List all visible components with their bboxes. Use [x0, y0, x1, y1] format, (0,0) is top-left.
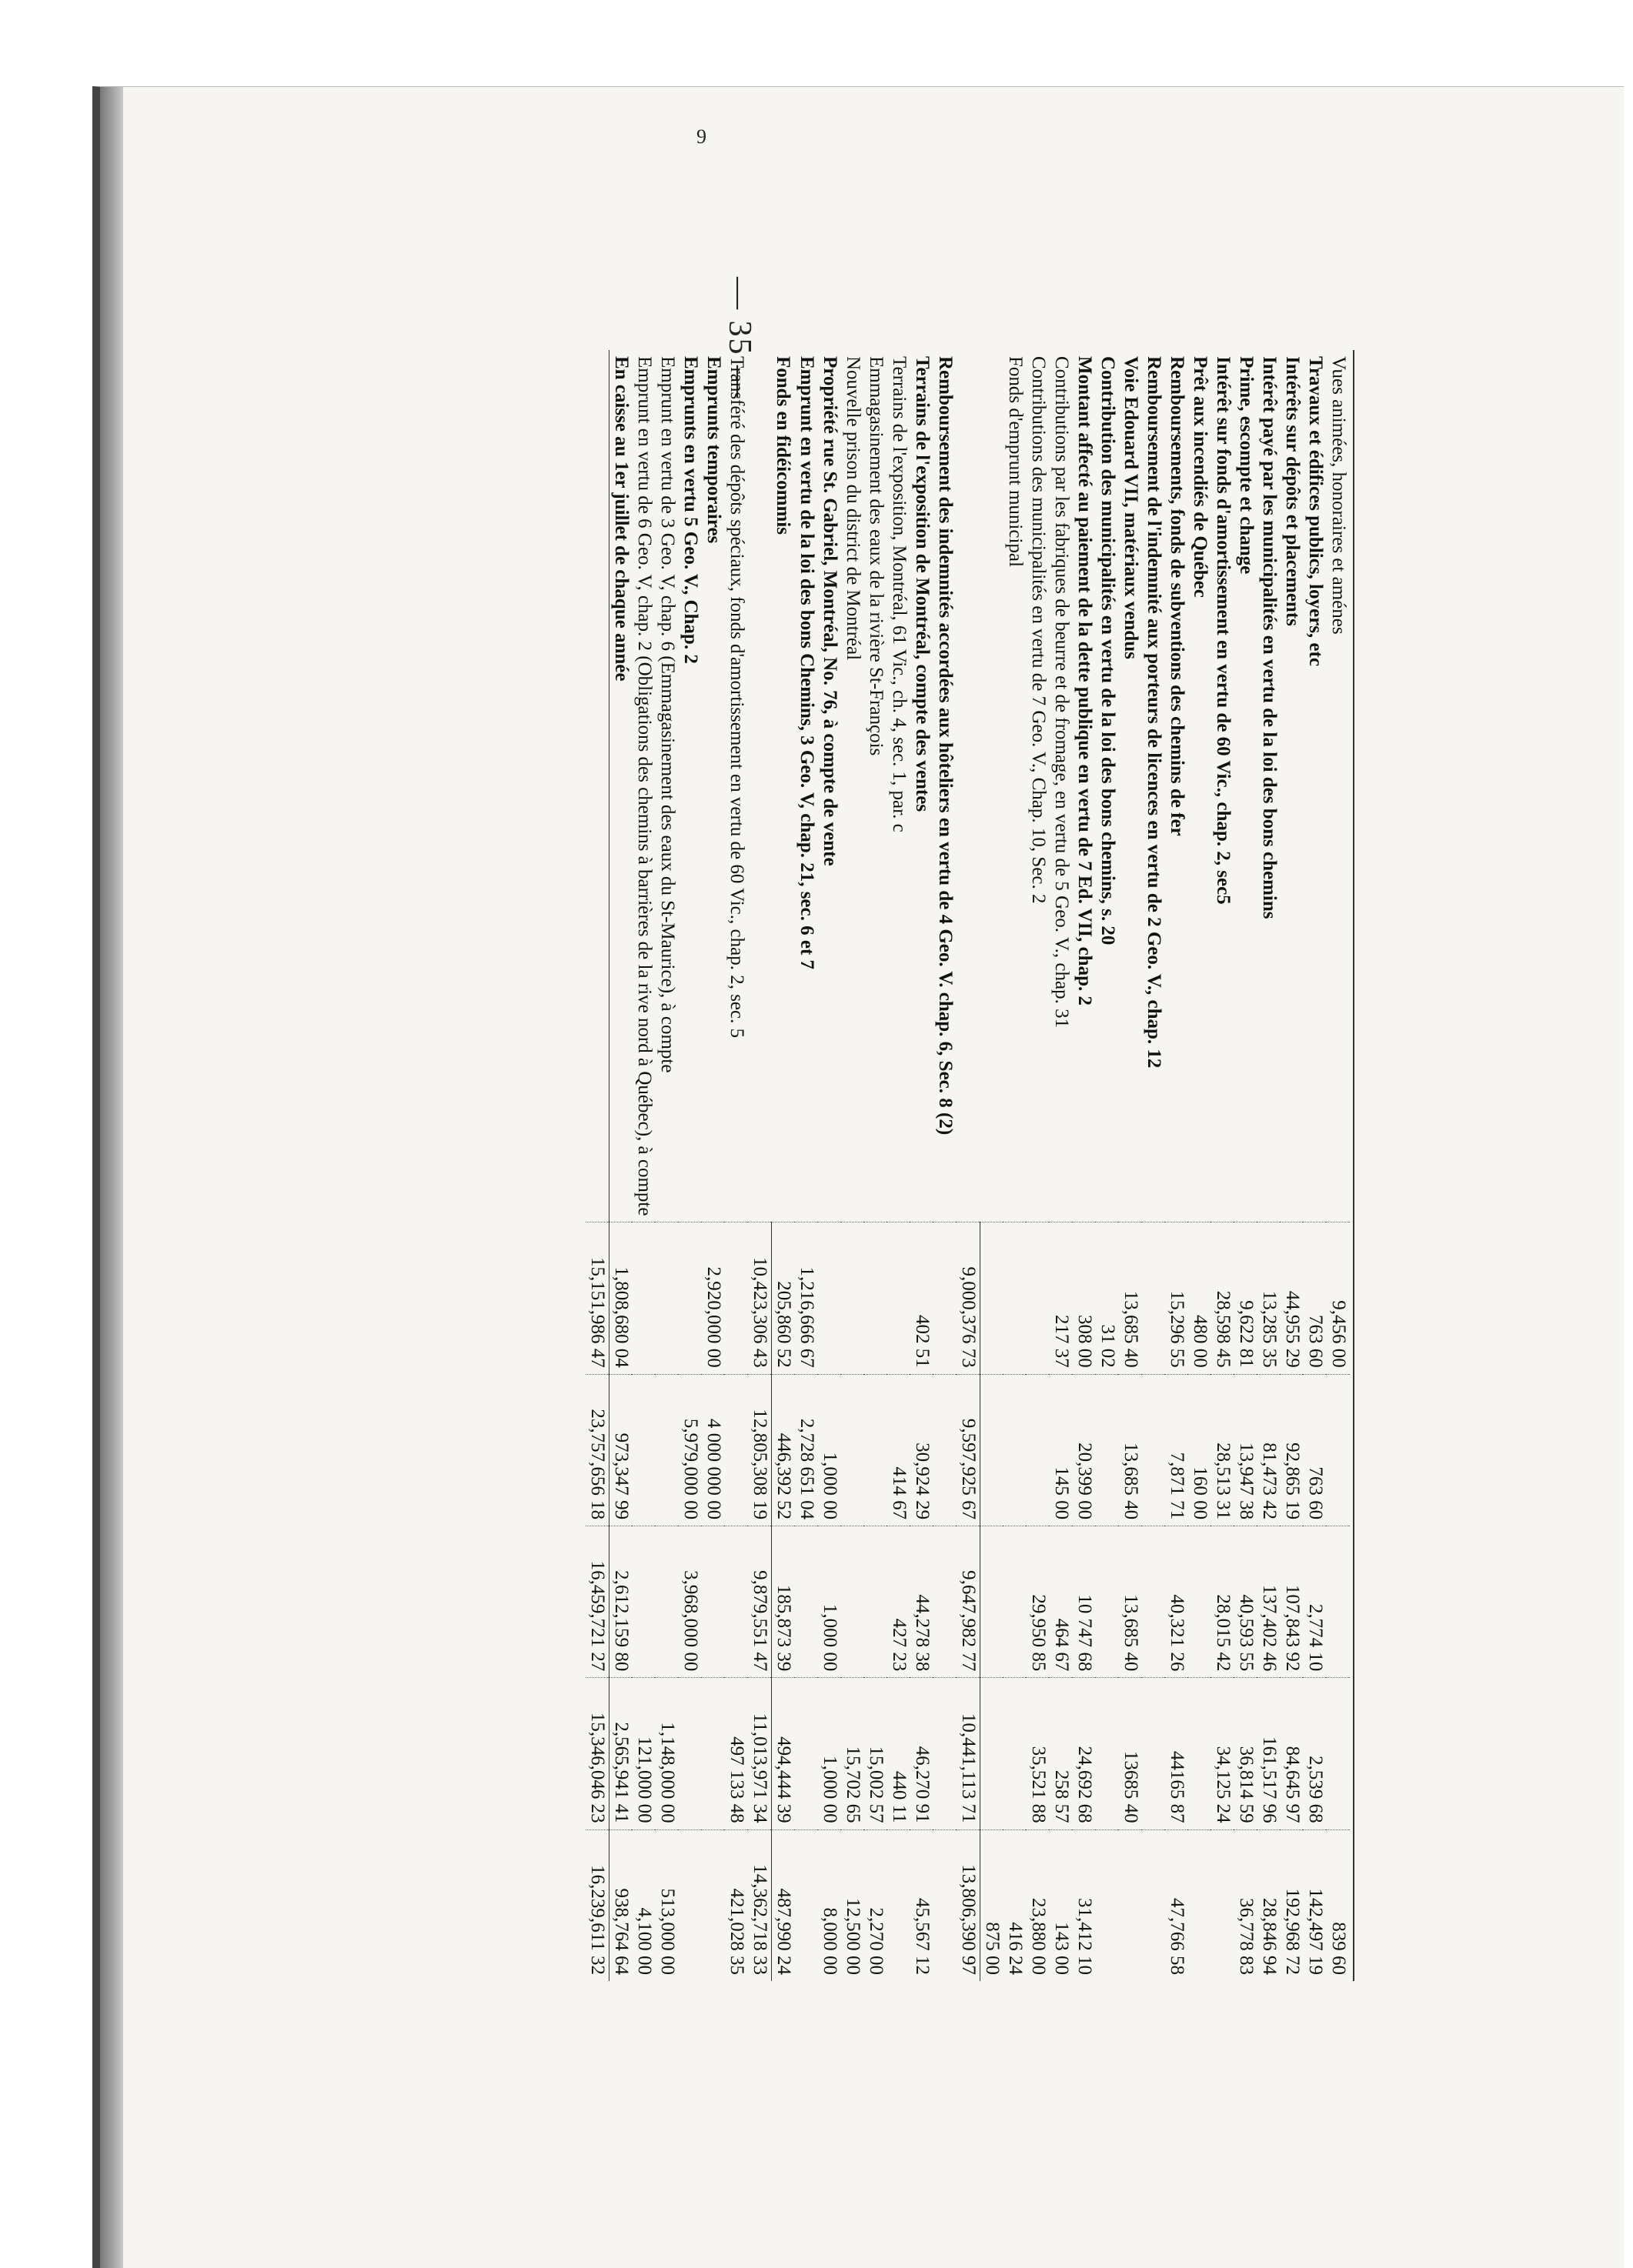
amount-cell [841, 1222, 864, 1374]
amount-cell [1142, 1526, 1165, 1678]
amount-cell: 34,125 24 [1211, 1678, 1234, 1829]
top-rule [1353, 350, 1354, 1981]
amount-cell [1004, 1526, 1027, 1678]
table-row [910, 350, 933, 1981]
amount-cell: 13,947 38 [1234, 1374, 1257, 1526]
amount-cell: 20,399 00 [1073, 1374, 1096, 1526]
amount-cell [1119, 1829, 1142, 1981]
amount-cell: 24,692 68 [1073, 1678, 1096, 1829]
amount-cell: 1,808,680 04 [609, 1222, 633, 1374]
row-description [980, 350, 1004, 1222]
table-row [656, 350, 679, 1981]
amount-cell: 84,645 97 [1281, 1678, 1304, 1829]
amount-cell [1142, 1829, 1165, 1981]
amount-cell [1142, 1222, 1165, 1374]
table-row [933, 350, 957, 1981]
amount-cell [795, 1678, 818, 1829]
amount-cell [864, 1374, 887, 1526]
amount-cell: 13,685 40 [1119, 1374, 1142, 1526]
amount-cell [887, 1829, 910, 1981]
ledger-body [586, 350, 1350, 1981]
amount-cell: 160 00 [1188, 1374, 1211, 1526]
amount-cell: 464 67 [1050, 1526, 1073, 1678]
table-row [609, 350, 633, 1981]
amount-cell [633, 1222, 656, 1374]
grand-total-cell: 23,757,656 18 [586, 1374, 609, 1526]
amount-cell: 13,685 40 [1119, 1222, 1142, 1374]
table-row [1188, 350, 1211, 1981]
amount-cell [633, 1374, 656, 1526]
row-description: Remboursement des indemnités accordées aux hôteliers en vertu de 4 Geo. V. chap. 6, Sec. 8 (2) [935, 356, 956, 1136]
row-description: Emprunt en vertu de 3 Geo. V, chap. 6 (Emmagasinement des eaux du St-Maurice), à compte [657, 356, 678, 1073]
row-description: Remboursements, fonds de subventions des chemins de fer [1167, 356, 1187, 836]
amount-cell [1004, 1678, 1027, 1829]
amount-cell [841, 1526, 864, 1678]
table-row [795, 350, 818, 1981]
amount-cell: 4,100 00 [633, 1829, 656, 1981]
row-description [748, 350, 772, 1222]
amount-cell: 308 00 [1073, 1222, 1096, 1374]
table-row [1304, 350, 1327, 1981]
table-row [841, 350, 864, 1981]
row-description: Voie Edouard VII, matériaux vendus [1120, 356, 1141, 659]
ledger-table [586, 350, 1350, 1981]
table-row [772, 350, 796, 1981]
row-description: Contributions des municipalités en vertu de 7 Geo. V., Chap. 10, Sec. 2 [1028, 356, 1049, 904]
amount-cell: 9,879,551 47 [748, 1526, 772, 1678]
amount-cell: 2,728 651 04 [795, 1374, 818, 1526]
rotated-ledger [239, 350, 1354, 1981]
row-description: Intérêt sur fonds d'amortissement en vertu de 60 Vic., chap. 2, sec5 [1213, 356, 1234, 905]
amount-cell [795, 1829, 818, 1981]
amount-cell: 480 00 [1188, 1222, 1211, 1374]
amount-cell [725, 1374, 748, 1526]
amount-cell [933, 1374, 957, 1526]
amount-cell: 8,000 00 [818, 1829, 841, 1981]
amount-cell: 414 67 [887, 1374, 910, 1526]
amount-cell [795, 1526, 818, 1678]
amount-cell [679, 1222, 702, 1374]
row-description: Nouvelle prison du district de Montréal [843, 356, 863, 661]
amount-cell [933, 1526, 957, 1678]
amount-cell: 40,321 26 [1165, 1526, 1188, 1678]
table-row [1119, 350, 1142, 1981]
amount-cell: 1,000 00 [818, 1678, 841, 1829]
amount-cell: 14,362,718 33 [748, 1829, 772, 1981]
row-description: Prime, escompte et change [1236, 356, 1257, 575]
table-row [748, 350, 772, 1981]
amount-cell: 192,968 72 [1281, 1829, 1304, 1981]
amount-cell: 23,880 00 [1027, 1829, 1050, 1981]
amount-cell: 7,871 71 [1165, 1374, 1188, 1526]
amount-cell [980, 1526, 1004, 1678]
amount-cell: 47,766 58 [1165, 1829, 1188, 1981]
amount-cell: 487,990 24 [772, 1829, 796, 1981]
amount-cell [1188, 1829, 1211, 1981]
amount-cell [1188, 1526, 1211, 1678]
amount-cell [656, 1222, 679, 1374]
table-row [1257, 350, 1281, 1981]
amount-cell [633, 1526, 656, 1678]
amount-cell [841, 1374, 864, 1526]
table-row [980, 350, 1004, 1981]
row-description: Contributions par les fabriques de beurre et de fromage, en vertu de 5 Geo. V., chap. 31 [1051, 356, 1072, 1029]
amount-cell: 9,597,925 67 [957, 1374, 980, 1526]
amount-cell: 1,216,666 67 [795, 1222, 818, 1374]
amount-cell: 31 02 [1096, 1222, 1119, 1374]
amount-cell: 973,347 99 [609, 1374, 633, 1526]
amount-cell: 10,423,306 43 [748, 1222, 772, 1374]
table-row [887, 350, 910, 1981]
table-row [957, 350, 980, 1981]
row-description: Contribution des municipalités en vertu de la loi des bons chemins, s. 20 [1097, 356, 1118, 946]
amount-cell: 513,000 00 [656, 1829, 679, 1981]
amount-cell [864, 1222, 887, 1374]
row-description: Fonds d'emprunt municipal [1005, 356, 1026, 567]
amount-cell: 5,979,000 00 [679, 1374, 702, 1526]
amount-cell: 142,497 19 [1304, 1829, 1327, 1981]
table-row [1096, 350, 1119, 1981]
page-mark: 9 [696, 125, 706, 148]
row-description: Intérêt payé par les municipalités en vertu de la loi des bons chemins [1259, 356, 1280, 919]
table-row [1211, 350, 1234, 1981]
amount-cell: 40,593 55 [1234, 1526, 1257, 1678]
amount-cell [933, 1678, 957, 1829]
amount-cell [1096, 1374, 1119, 1526]
amount-cell: 143 00 [1050, 1829, 1073, 1981]
row-description: Transféré des dépôts spéciaux, fonds d'amortissement en vertu de 60 Vic., chap. 2, sec. 5 [726, 356, 747, 1039]
grand-total-cell: 15,151,986 47 [586, 1222, 609, 1374]
amount-cell: 28,015 42 [1211, 1526, 1234, 1678]
amount-cell: 2,612,159 80 [609, 1526, 633, 1678]
amount-cell: 10 747 68 [1073, 1526, 1096, 1678]
amount-cell: 427 23 [887, 1526, 910, 1678]
amount-cell: 185,873 39 [772, 1526, 796, 1678]
amount-cell [1096, 1829, 1119, 1981]
amount-cell: 402 51 [910, 1222, 933, 1374]
amount-cell: 421,028 35 [725, 1829, 748, 1981]
row-description: Fonds en fidéicommis [773, 356, 794, 535]
amount-cell: 938,764 64 [609, 1829, 633, 1981]
table-row [818, 350, 841, 1981]
amount-cell: 44,955 29 [1281, 1222, 1304, 1374]
row-description: Propriété rue St. Gabriel, Montréal, No. 76, à compte de vente [820, 356, 840, 866]
row-description: Emprunts en vertu 5 Geo. V., Chap. 2 [680, 356, 701, 664]
amount-cell: 2,270 00 [864, 1829, 887, 1981]
amount-cell: 763 60 [1304, 1374, 1327, 1526]
row-description [957, 350, 980, 1222]
row-description: En caisse au 1er juillet de chaque année [611, 356, 632, 682]
amount-cell: 9,000,376 73 [957, 1222, 980, 1374]
amount-cell [1027, 1222, 1050, 1374]
amount-cell: 1,000 00 [818, 1526, 841, 1678]
amount-cell: 13,806,390 97 [957, 1829, 980, 1981]
amount-cell: 29,950 85 [1027, 1526, 1050, 1678]
amount-cell: 416 24 [1004, 1829, 1027, 1981]
amount-cell [702, 1829, 725, 1981]
amount-cell [1327, 1374, 1350, 1526]
amount-cell: 875 00 [980, 1829, 1004, 1981]
table-row [679, 350, 702, 1981]
table-row [1281, 350, 1304, 1981]
amount-cell [1142, 1374, 1165, 1526]
amount-cell: 1,000 00 [818, 1374, 841, 1526]
amount-cell: 13,285 35 [1257, 1222, 1281, 1374]
row-description: Emmagasinement des eaux de la rivière St-François [866, 356, 887, 756]
amount-cell: 45,567 12 [910, 1829, 933, 1981]
amount-cell: 4 000 000 00 [702, 1374, 725, 1526]
table-row [1142, 350, 1165, 1981]
amount-cell: 839 60 [1327, 1829, 1350, 1981]
amount-cell: 44,278 38 [910, 1526, 933, 1678]
amount-cell: 44165 87 [1165, 1678, 1188, 1829]
amount-cell [1327, 1526, 1350, 1678]
amount-cell: 3,968,000 00 [679, 1526, 702, 1678]
page-number: — 35 — [722, 277, 757, 399]
amount-cell [702, 1526, 725, 1678]
table-row [864, 350, 887, 1981]
amount-cell: 13685 40 [1119, 1678, 1142, 1829]
amount-cell: 137,402 46 [1257, 1526, 1281, 1678]
amount-cell: 258 57 [1050, 1678, 1073, 1829]
table-row [633, 350, 656, 1981]
amount-cell [1004, 1374, 1027, 1526]
grand-total-cell: 15,346,046 23 [586, 1678, 609, 1829]
amount-cell: 30,924 29 [910, 1374, 933, 1526]
amount-cell [1004, 1222, 1027, 1374]
table-row [1050, 350, 1073, 1981]
row-description: Remboursement de l'indemnité aux porteurs de licences en vertu de 2 Geo. V., chap. 12 [1144, 356, 1164, 1069]
amount-cell [818, 1222, 841, 1374]
table-row [725, 350, 748, 1981]
amount-cell [656, 1374, 679, 1526]
amount-cell [864, 1526, 887, 1678]
amount-cell: 36,778 83 [1234, 1829, 1257, 1981]
row-description: Terrains de l'exposition de Montréal, compte des ventes [912, 356, 933, 812]
amount-cell [933, 1222, 957, 1374]
amount-cell: 145 00 [1050, 1374, 1073, 1526]
amount-cell: 81,473 42 [1257, 1374, 1281, 1526]
row-description: Emprunt en vertu de la loi des bons Chemins, 3 Geo. V, chap. 21, sec. 6 et 7 [796, 356, 817, 970]
amount-cell: 28,846 94 [1257, 1829, 1281, 1981]
table-row [1327, 350, 1350, 1981]
amount-cell [725, 1222, 748, 1374]
amount-cell: 497 133 48 [725, 1678, 748, 1829]
amount-cell: 28,513 31 [1211, 1374, 1234, 1526]
amount-cell: 494,444 39 [772, 1678, 796, 1829]
amount-cell: 9,622 81 [1234, 1222, 1257, 1374]
amount-cell [725, 1526, 748, 1678]
amount-cell [1327, 1678, 1350, 1829]
amount-cell: 2,774 10 [1304, 1526, 1327, 1678]
amount-cell: 28,598 45 [1211, 1222, 1234, 1374]
amount-cell [980, 1374, 1004, 1526]
amount-cell: 15,002 57 [864, 1678, 887, 1829]
amount-cell: 36,814 59 [1234, 1678, 1257, 1829]
amount-cell [1188, 1678, 1211, 1829]
grand-total-row [586, 350, 609, 1981]
amount-cell [1211, 1829, 1234, 1981]
amount-cell [980, 1222, 1004, 1374]
amount-cell: 440 11 [887, 1678, 910, 1829]
amount-cell [1096, 1678, 1119, 1829]
amount-cell: 15,702 65 [841, 1678, 864, 1829]
table-row [1004, 350, 1027, 1981]
amount-cell: 35,521 88 [1027, 1678, 1050, 1829]
row-description: Vues animées, honoraires et aménes [1328, 356, 1349, 635]
page-gutter-shadow [100, 87, 123, 2268]
amount-cell: 12,805,308 19 [748, 1374, 772, 1526]
grand-total-cell: 16,239,611 32 [586, 1829, 609, 1981]
grand-total-cell: 16,459,721 27 [586, 1526, 609, 1678]
row-description: Emprunt en vertu de 6 Geo. V, chap. 2 (Obligations des chemins à barrières de la rive nord à Québec), à compte [634, 356, 655, 1216]
amount-cell: 9,456 00 [1327, 1222, 1350, 1374]
table-row [1165, 350, 1188, 1981]
row-description: Intérêts sur dépôts et placements [1282, 356, 1303, 626]
amount-cell [887, 1222, 910, 1374]
amount-cell: 9,647,982 77 [957, 1526, 980, 1678]
amount-cell: 12,500 00 [841, 1829, 864, 1981]
amount-cell [679, 1829, 702, 1981]
table-row [1073, 350, 1096, 1981]
amount-cell: 11,013,971 34 [748, 1678, 772, 1829]
table-row [1234, 350, 1257, 1981]
amount-cell [1027, 1374, 1050, 1526]
row-description: Terrains de l'exposition, Montréal, 61 Vic., ch. 4, sec. 1, par. c [889, 356, 910, 832]
amount-cell: 2,565,941 41 [609, 1678, 633, 1829]
table-row [1027, 350, 1050, 1981]
row-description: Travaux et édifices publics, loyers, etc [1305, 356, 1326, 666]
grand-total-label [586, 350, 609, 1222]
amount-cell: 10,441,113 71 [957, 1678, 980, 1829]
amount-cell [656, 1526, 679, 1678]
amount-cell: 763 60 [1304, 1222, 1327, 1374]
row-description: Emprunts temporaires [703, 356, 724, 544]
amount-cell [679, 1678, 702, 1829]
amount-cell: 31,412 10 [1073, 1829, 1096, 1981]
amount-cell: 446,392 52 [772, 1374, 796, 1526]
amount-cell: 46,270 91 [910, 1678, 933, 1829]
amount-cell [1096, 1526, 1119, 1678]
amount-cell: 161,517 96 [1257, 1678, 1281, 1829]
amount-cell: 217 37 [1050, 1222, 1073, 1374]
amount-cell: 2,920,000 00 [702, 1222, 725, 1374]
amount-cell [933, 1829, 957, 1981]
amount-cell: 121,000 00 [633, 1678, 656, 1829]
amount-cell: 205,860 52 [772, 1222, 796, 1374]
amount-cell [1142, 1678, 1165, 1829]
amount-cell: 15,296 55 [1165, 1222, 1188, 1374]
row-description: Montant affecté au paiement de la dette publique en vertu de 7 Ed. VII, chap. 2 [1074, 356, 1095, 1006]
amount-cell: 107,843 92 [1281, 1526, 1304, 1678]
amount-cell [702, 1678, 725, 1829]
amount-cell: 13,685 40 [1119, 1526, 1142, 1678]
amount-cell: 1,148,000 00 [656, 1678, 679, 1829]
amount-cell: 2,539 68 [1304, 1678, 1327, 1829]
table-row [702, 350, 725, 1981]
row-description: Prêt aux incendiés de Québec [1190, 356, 1211, 598]
amount-cell: 92,865 19 [1281, 1374, 1304, 1526]
amount-cell [980, 1678, 1004, 1829]
